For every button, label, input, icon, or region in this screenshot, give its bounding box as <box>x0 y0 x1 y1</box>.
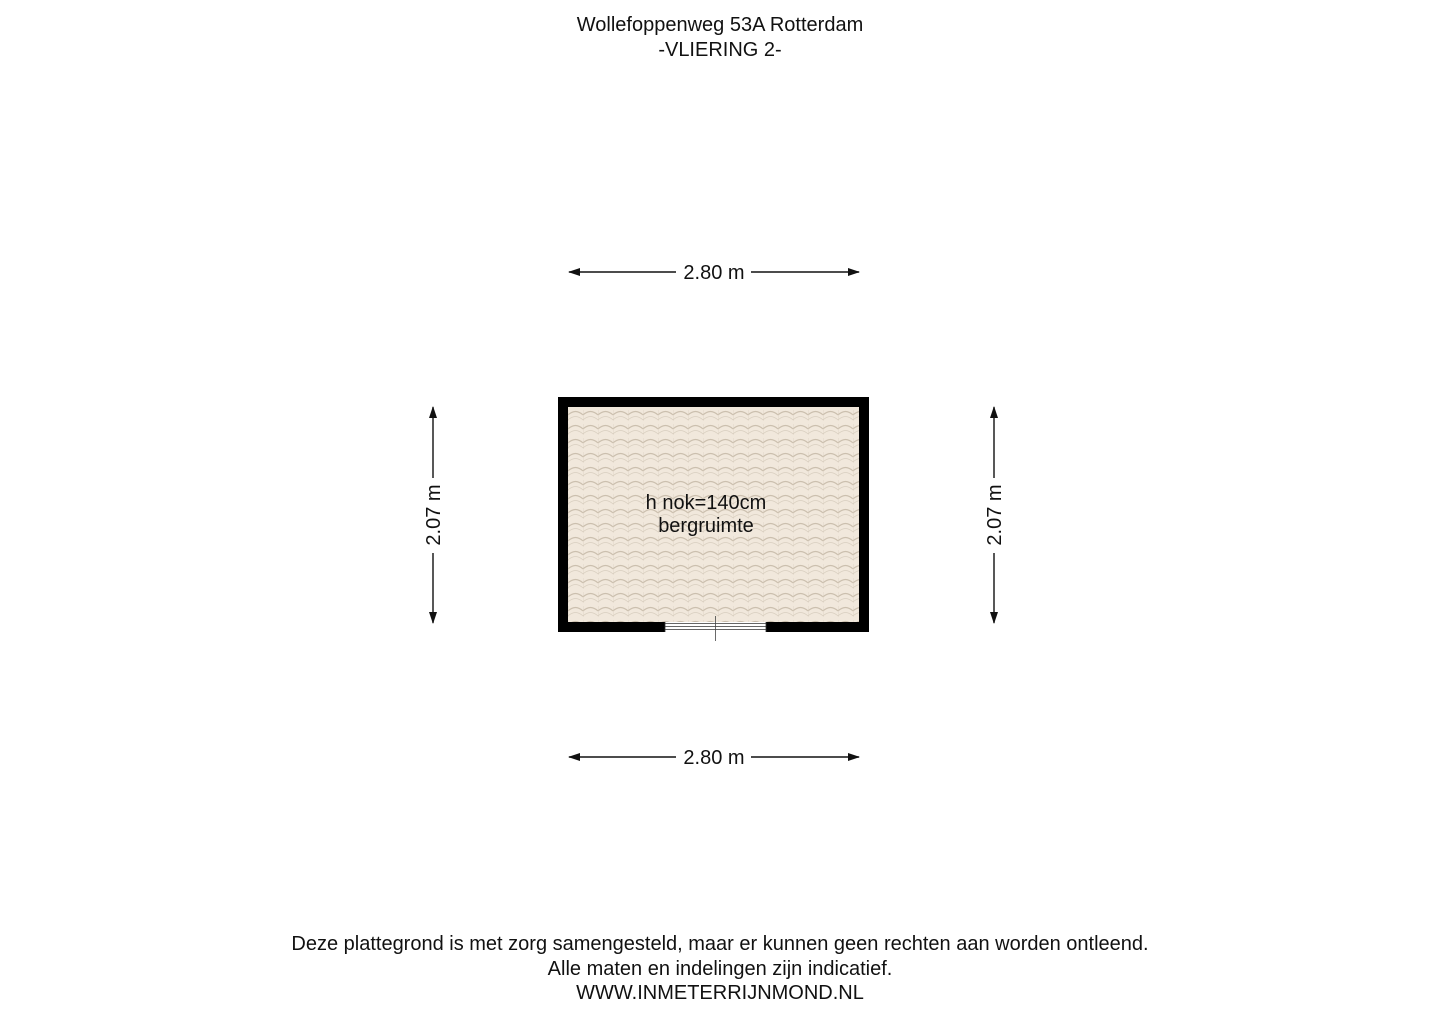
room-name-label: bergruimte <box>658 515 754 537</box>
website-text: WWW.INMETERRIJNMOND.NL <box>576 982 864 1004</box>
right-height-label: 2.07 m <box>984 484 1006 546</box>
storage-room <box>558 397 869 641</box>
address-title: Wollefoppenweg 53A Rotterdam <box>576 14 864 36</box>
plan-footer <box>0 932 1440 1006</box>
floor-title: -VLIERING 2- <box>658 39 782 61</box>
right-height-dimension <box>984 407 1006 623</box>
left-height-label: 2.07 m <box>423 484 445 546</box>
indicative-note: Alle maten en indelingen zijn indicatief. <box>547 957 893 980</box>
left-height-dimension <box>423 407 445 623</box>
top-width-label: 2.80 m <box>683 262 745 284</box>
bottom-width-label: 2.80 m <box>683 747 745 769</box>
bottom-width-dimension <box>569 747 859 769</box>
top-width-dimension <box>569 262 859 284</box>
disclaimer-text: Deze plattegrond is met zorg samengesteld, maar er kunnen geen rechten aan worden ontleend. <box>291 933 1149 955</box>
ridge-height-label: h nok=140cm <box>645 492 767 514</box>
